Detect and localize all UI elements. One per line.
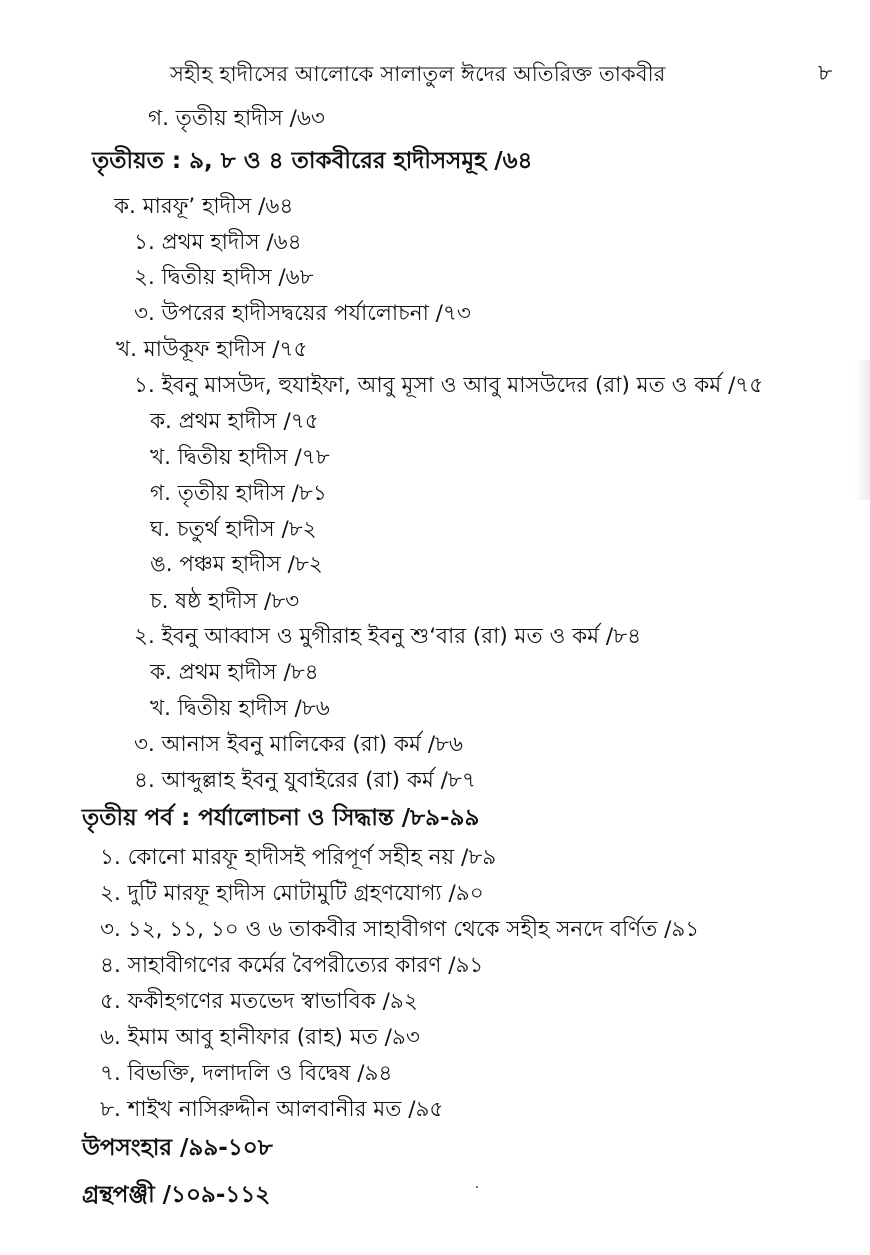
toc-entry: ৭. বিভক্তি, দলাদলি ও বিদ্বেষ /৯৪ [100,1061,393,1086]
toc-part-heading: উপসংহার /৯৯-১০৮ [82,1135,273,1161]
toc-entry: ১. ইবনু মাসউদ, হুযাইফা, আবু মূসা ও আবু মাসউদের (রা) মত ও কর্ম /৭৫ [134,373,764,398]
page-number: ৮ [818,61,833,86]
toc-entry: ৮. শাইখ নাসিরুদ্দীন আলবানীর মত /৯৫ [100,1097,444,1122]
toc-entry: ৩. উপরের হাদীসদ্বয়ের পর্যালোচনা /৭৩ [134,301,471,326]
toc-entry: ৬. ইমাম আবু হানীফার (রাহ) মত /৯৩ [100,1025,420,1050]
page-edge-shadow [854,360,870,500]
print-speck [476,1186,478,1188]
running-title: সহীহ হাদীসের আলোকে সালাতুল ঈদের অতিরিক্ত তাকবীর [170,62,666,86]
toc-entry: চ. ষষ্ঠ হাদীস /৮৩ [150,589,300,614]
toc-entry: খ. মাউকূফ হাদীস /৭৫ [116,337,308,362]
toc-entry: ঘ. চতুর্থ হাদীস /৮২ [150,517,317,542]
toc-entry: ক. প্রথম হাদীস /৭৫ [150,409,319,434]
toc-entry: ১. প্রথম হাদীস /৬৪ [134,230,302,255]
toc-entry: খ. দ্বিতীয় হাদীস /৮৬ [150,696,330,721]
toc-part-heading: তৃতীয় পর্ব : পর্যালোচনা ও সিদ্ধান্ত /৮৯-৯৯ [82,805,480,831]
toc-entry: ২. দ্বিতীয় হাদীস /৬৮ [134,265,314,290]
toc-entry: ৪. আব্দুল্লাহ ইবনু যুবাইরের (রা) কর্ম /৮৭ [134,768,476,793]
toc-entry: ৩. আনাস ইবনু মালিকের (রা) কর্ম /৮৬ [134,732,463,757]
toc-entry: গ. তৃতীয় হাদীস /৬৩ [148,106,325,131]
toc-entry: ৩. ১২, ১১, ১০ ও ৬ তাকবীর সাহাবীগণ থেকে সহীহ সনদে বর্ণিত /৯১ [100,917,700,942]
toc-entry: খ. দ্বিতীয় হাদীস /৭৮ [150,445,330,470]
toc-entry: ঙ. পঞ্চম হাদীস /৮২ [150,552,323,577]
toc-entry: ১. কোনো মারফূ হাদীসই পরিপূর্ণ সহীহ নয় /৮৯ [100,845,497,870]
toc-entry: ৪. সাহাবীগণের কর্মের বৈপরীত্যের কারণ /৯১ [100,953,484,978]
toc-section-heading: তৃতীয়ত : ৯, ৮ ও ৪ তাকবীরের হাদীসসমূহ /৬৪ [92,148,533,174]
toc-entry: ক. প্রথম হাদীস /৮৪ [150,660,319,685]
toc-entry: ৫. ফকীহগণের মতভেদ স্বাভাবিক /৯২ [100,989,418,1014]
toc-entry: ২. ইবনু আব্বাস ও মুগীরাহ ইবনু শু‘বার (রা) মত ও কর্ম /৮৪ [134,624,642,649]
toc-entry: ২. দুটি মারফূ হাদীস মোটামুটি গ্রহণযোগ্য /৯০ [100,881,484,906]
toc-entry: গ. তৃতীয় হাদীস /৮১ [150,481,327,506]
toc-entry: ক. মারফূ’ হাদীস /৬৪ [114,194,294,219]
toc-part-heading: গ্রন্থপঞ্জী /১০৯-১১২ [82,1182,271,1208]
